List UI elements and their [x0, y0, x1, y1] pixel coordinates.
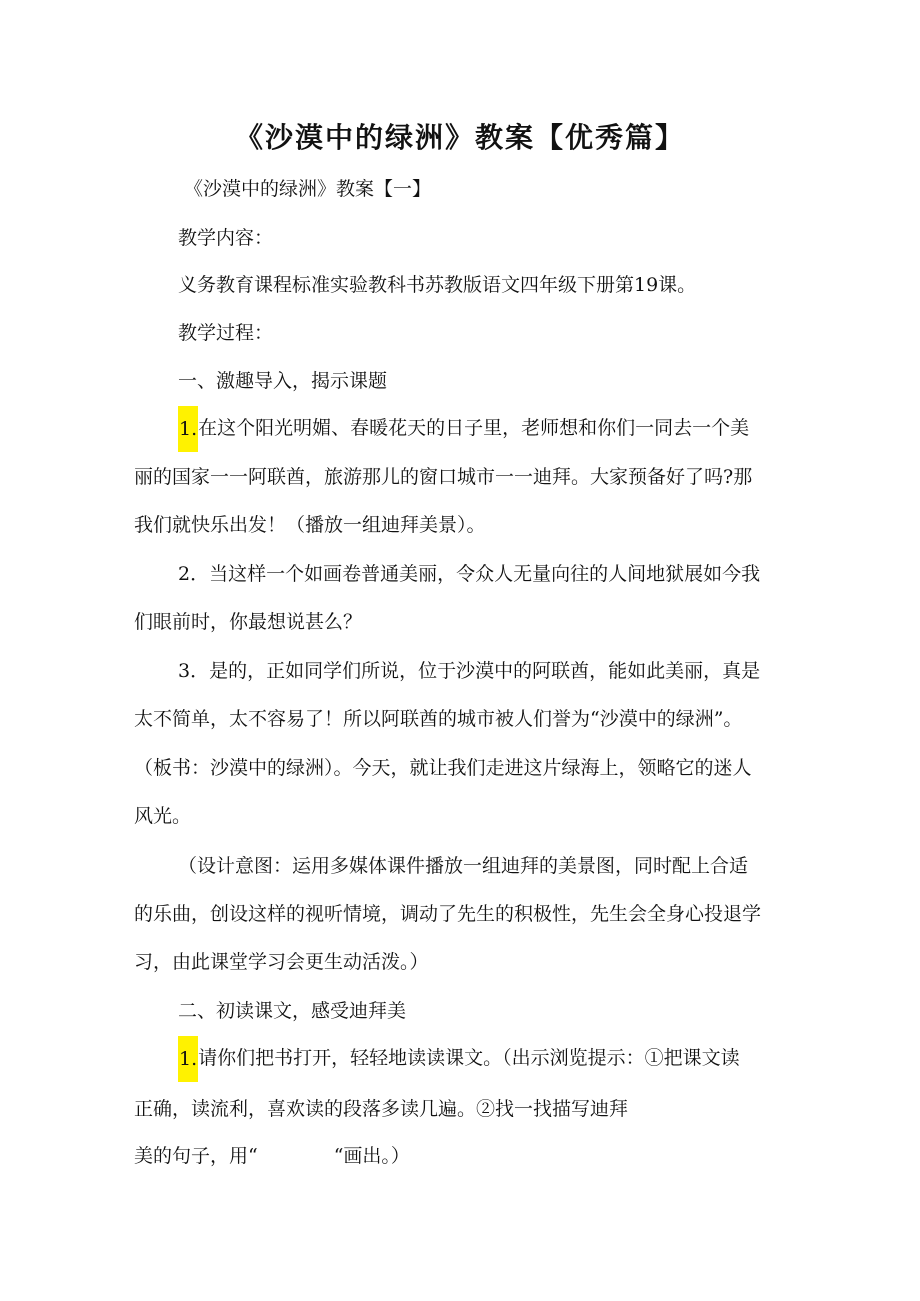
section2-heading: 二、初读课文，感受迪拜美 [178, 1000, 407, 1022]
design-intent-line1: （设计意图：运用多媒体课件播放一组迪拜的美景图，同时配上合适 [178, 855, 749, 877]
item-number-highlight: 1. [178, 1036, 198, 1082]
design-intent-line2: 的乐曲，创设这样的视听情境，调动了先生的积极性，先生会全身心投退学 [134, 903, 762, 925]
process-label: 教学过程： [178, 322, 274, 344]
section1-item3-line2: 太不简单，太不容易了！所以阿联酋的城市被人们誉为“沙漠中的绿洲”。 [134, 708, 743, 730]
section1-item1-line1: 1.在这个阳光明媚、春暖花天的日子里，老师想和你们一同去一个美 [178, 406, 749, 452]
section1-item1-line3: 我们就快乐出发！（播放一组迪拜美景）。 [134, 514, 486, 536]
section1-item2-line2: 们眼前时，你最想说甚么？ [134, 611, 363, 633]
content-label: 教学内容： [178, 227, 274, 249]
content-text: 义务教育课程标准实验教科书苏教版语文四年级下册第19课。 [178, 274, 697, 296]
section1-item1-line2: 丽的国家一一阿联酋，旅游那儿的窗口城市一一迪拜。大家预备好了吗?那 [134, 466, 753, 488]
section2-item1-line1: 1.请你们把书打开，轻轻地读读课文。（出示浏览提示：①把课文读 [178, 1036, 740, 1082]
section1-item3-line1: 3．是的，正如同学们所说，位于沙漠中的阿联酋，能如此美丽，真是 [178, 660, 761, 682]
section2-item1-line3: 美的句子，用“ “画出。） [134, 1145, 410, 1167]
section1-item3-line4: 风光。 [134, 805, 192, 827]
design-intent-line3: 习，由此课堂学习会更生动活泼。） [134, 951, 429, 973]
document-title: 《沙漠中的绿洲》教案【优秀篇】 [234, 121, 685, 154]
section1-item2-line1: 2．当这样一个如画卷普通美丽，令众人无量向往的人间地狱展如今我 [178, 563, 761, 585]
lesson-subtitle: 《沙漠中的绿洲》教案【一】 [184, 178, 432, 200]
section1-item3-line3: （板书：沙漠中的绿洲）。今天，就让我们走进这片绿海上，领略它的迷人 [134, 757, 752, 779]
item-number-highlight: 1. [178, 406, 198, 452]
section2-item1-line2: 正确，读流利，喜欢读的段落多读几遍。②找一找描写迪拜 [134, 1098, 629, 1120]
section1-heading: 一、激趣导入，揭示课题 [178, 370, 388, 392]
